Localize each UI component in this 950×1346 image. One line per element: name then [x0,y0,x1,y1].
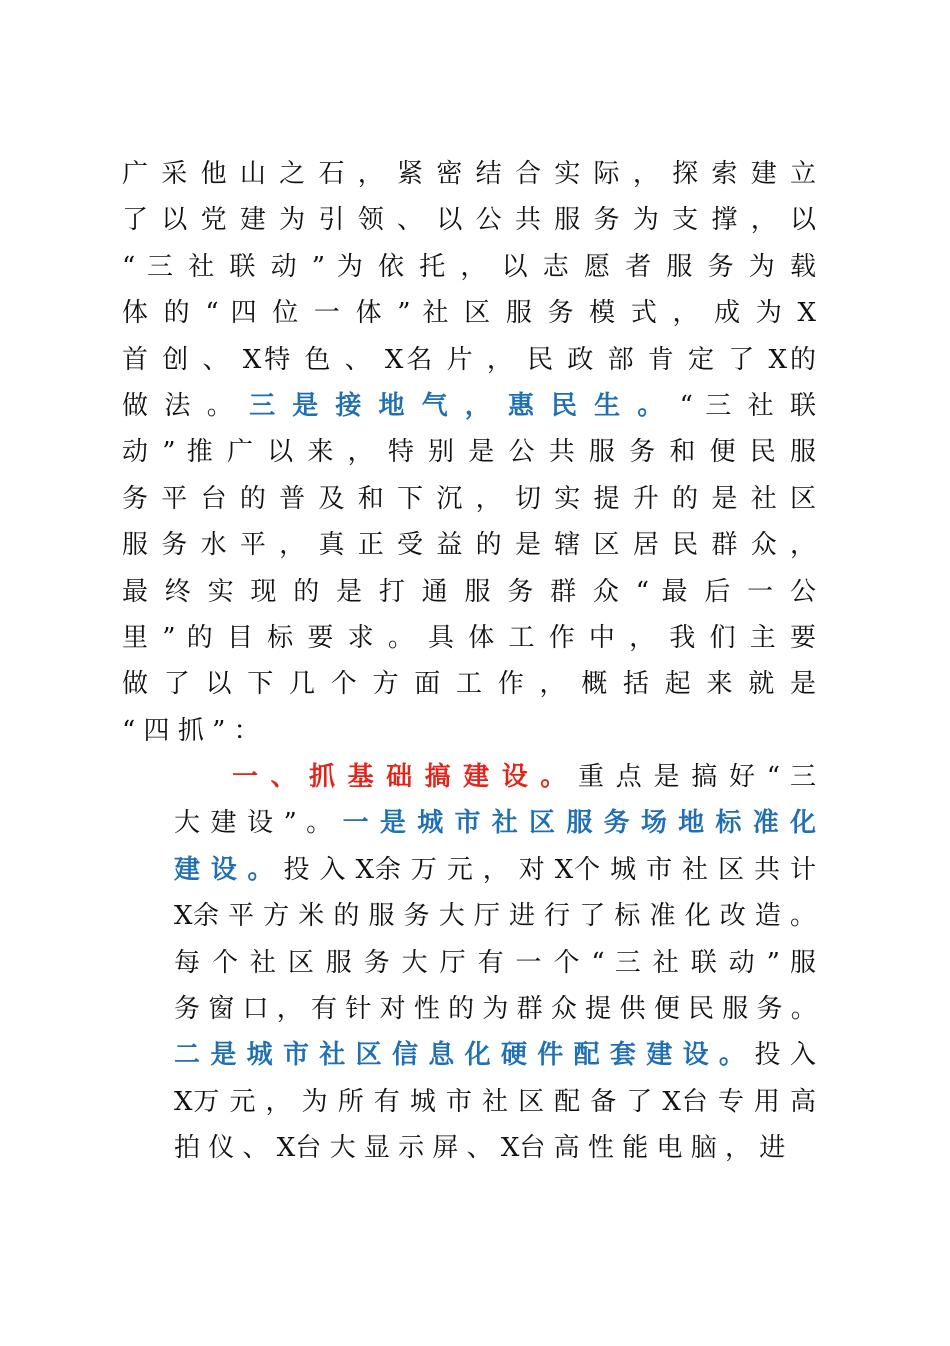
text-run: 做 法 。 [122,390,250,421]
text-run: 体 的 “ 四 位 一 体 ” 社 区 服 务 模 式 ， 成 为 X [122,298,816,329]
text-run: X万 元 ， 为 所 有 城 市 社 区 配 备 了 X台 专 用 高 [174,1086,816,1117]
text-line [122,661,816,707]
text-run: 务 窗 口 ， 有 针 对 性 的 为 群 众 提 供 便 民 服 务 。 [174,994,817,1025]
subsection-heading: 建 设 。 [174,854,275,885]
text-run: “ 三 社 联 [667,390,816,421]
text-run: 动 ” 推 广 以 来 ， 特 别 是 公 共 服 务 和 便 民 服 [122,437,816,468]
subsection-heading: 一 是 城 市 社 区 服 务 场 地 标 准 化 [342,808,816,839]
text-run: 最 终 实 现 的 是 打 通 服 务 群 众 “ 最 后 一 公 [122,576,816,607]
text-line [122,522,816,568]
text-run: 服 务 水 平 ， 真 正 受 益 的 是 辖 区 居 民 群 众 ， [122,530,816,561]
paragraph [122,754,816,1172]
body-text [122,151,816,1172]
text-run: X余 平 方 米 的 服 务 大 厅 进 行 了 标 准 化 改 造 。 [174,901,816,932]
subsection-heading: 二 是 城 市 社 区 信 息 化 硬 件 配 套 建 设 。 [174,1040,746,1071]
text-line [122,754,816,800]
text-line [122,1125,816,1171]
text-line [122,429,816,475]
paragraph [122,151,816,754]
text-line [122,244,816,290]
text-line [122,151,816,197]
text-line [122,569,816,615]
text-run: “ 三 社 联 动 ” 为 依 托 ， 以 志 愿 者 服 务 为 载 [122,251,816,282]
text-run: 里 ” 的 目 标 要 求 。 具 体 工 作 中 ， 我 们 主 要 [122,622,816,653]
text-line [122,197,816,243]
text-run: 每 个 社 区 服 务 大 厅 有 一 个 “ 三 社 联 动 ” 服 [174,947,816,978]
subsection-heading: 三 是 接 地 气 ， 惠 民 生 。 [249,390,668,421]
text-line [122,290,816,336]
text-line [122,615,816,661]
text-line [122,800,816,846]
text-run: 投 入 [745,1040,817,1071]
text-line [122,847,816,893]
text-line [122,940,816,986]
section-heading: 一 、 抓 基 础 搞 建 设 。 [232,762,568,793]
text-run: 重 点 是 搞 好 “ 三 [567,762,816,793]
text-line [122,893,816,939]
text-run: 首 创 、 X特 色 、 X名 片 ， 民 政 部 肯 定 了 X的 [122,344,816,375]
text-run: 拍 仪 、 X台 大 显 示 屏 、 X台 高 性 能 电 脑 ， 进 [174,1133,786,1164]
text-line [122,986,816,1032]
text-run: 投 入 X余 万 元 ， 对 X个 城 市 社 区 共 计 [274,854,816,885]
text-run: 了 以 党 建 为 引 领 、 以 公 共 服 务 为 支 撑 ， 以 [122,205,816,236]
text-line [122,1032,816,1078]
text-run: 大 建 设 ” 。 [174,808,343,839]
text-run: 做 了 以 下 几 个 方 面 工 作 ， 概 括 起 来 就 是 [122,669,816,700]
text-line [122,1079,816,1125]
text-run: 务 平 台 的 普 及 和 下 沉 ， 切 实 提 升 的 是 社 区 [122,483,816,514]
text-run: 广 采 他 山 之 石 ， 紧 密 结 合 实 际 ， 探 索 建 立 [122,159,816,189]
text-line [122,476,816,522]
text-line [122,337,816,383]
text-line [122,708,816,754]
text-line [122,383,816,429]
text-run: “ 四 抓 ” ： [122,715,260,746]
